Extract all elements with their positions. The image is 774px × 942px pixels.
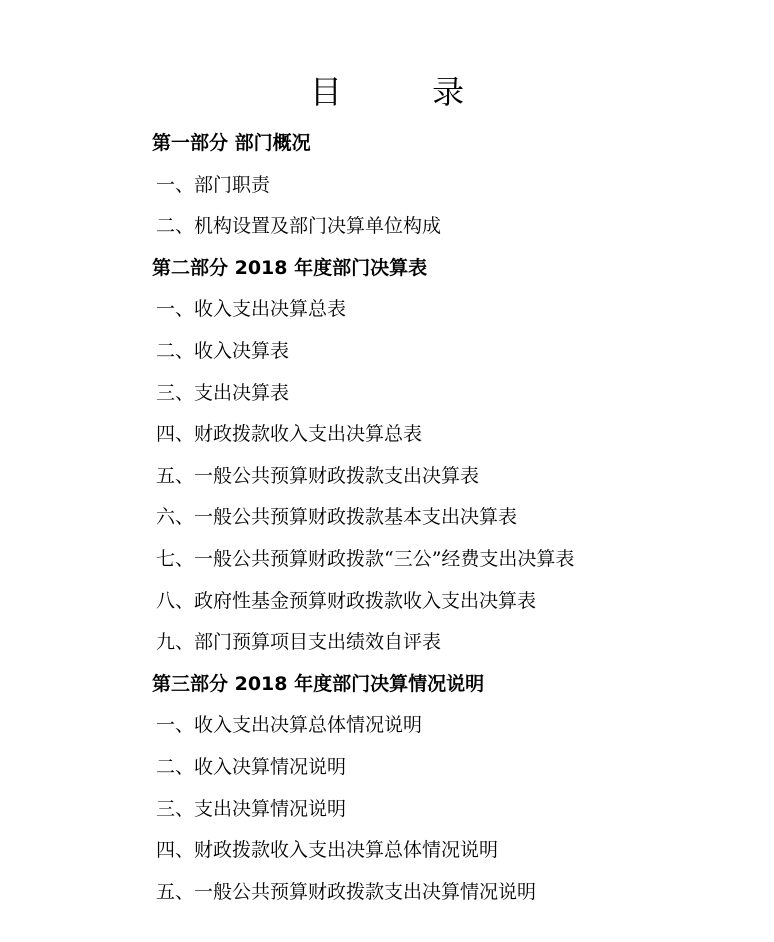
toc-entry: 四、财政拨款收入支出决算总表	[156, 423, 423, 446]
toc-entry: 一、收入支出决算总表	[156, 298, 347, 321]
toc-entry: 六、一般公共预算财政拨款基本支出决算表	[156, 506, 518, 529]
toc-entry: 八、政府性基金预算财政拨款收入支出决算表	[156, 589, 537, 612]
toc-entry: 九、部门预算项目支出绩效自评表	[156, 631, 442, 654]
toc-list	[152, 123, 574, 913]
toc-entry: 五、一般公共预算财政拨款支出决算情况说明	[156, 880, 537, 903]
toc-entry: 四、财政拨款收入支出决算总体情况说明	[156, 839, 499, 862]
toc-entry: 七、一般公共预算财政拨款“三公”经费支出决算表	[156, 547, 575, 570]
toc-entry: 三、支出决算表	[156, 381, 290, 404]
toc-section-heading: 第二部分 2018 年度部门决算表	[152, 256, 428, 279]
toc-entry: 五、一般公共预算财政拨款支出决算表	[156, 464, 480, 487]
toc-entry: 三、支出决算情况说明	[156, 797, 347, 820]
toc-title: 目 录	[309, 73, 505, 111]
toc-entry: 一、部门职责	[156, 173, 271, 196]
toc-entry: 二、收入决算情况说明	[156, 755, 347, 778]
toc-section-heading: 第一部分 部门概况	[152, 132, 311, 154]
toc-entry: 二、机构设置及部门决算单位构成	[156, 215, 442, 238]
toc-entry: 一、收入支出决算总体情况说明	[156, 714, 423, 737]
toc-entry: 二、收入决算表	[156, 339, 290, 362]
toc-section-heading: 第三部分 2018 年度部门决算情况说明	[152, 672, 485, 695]
